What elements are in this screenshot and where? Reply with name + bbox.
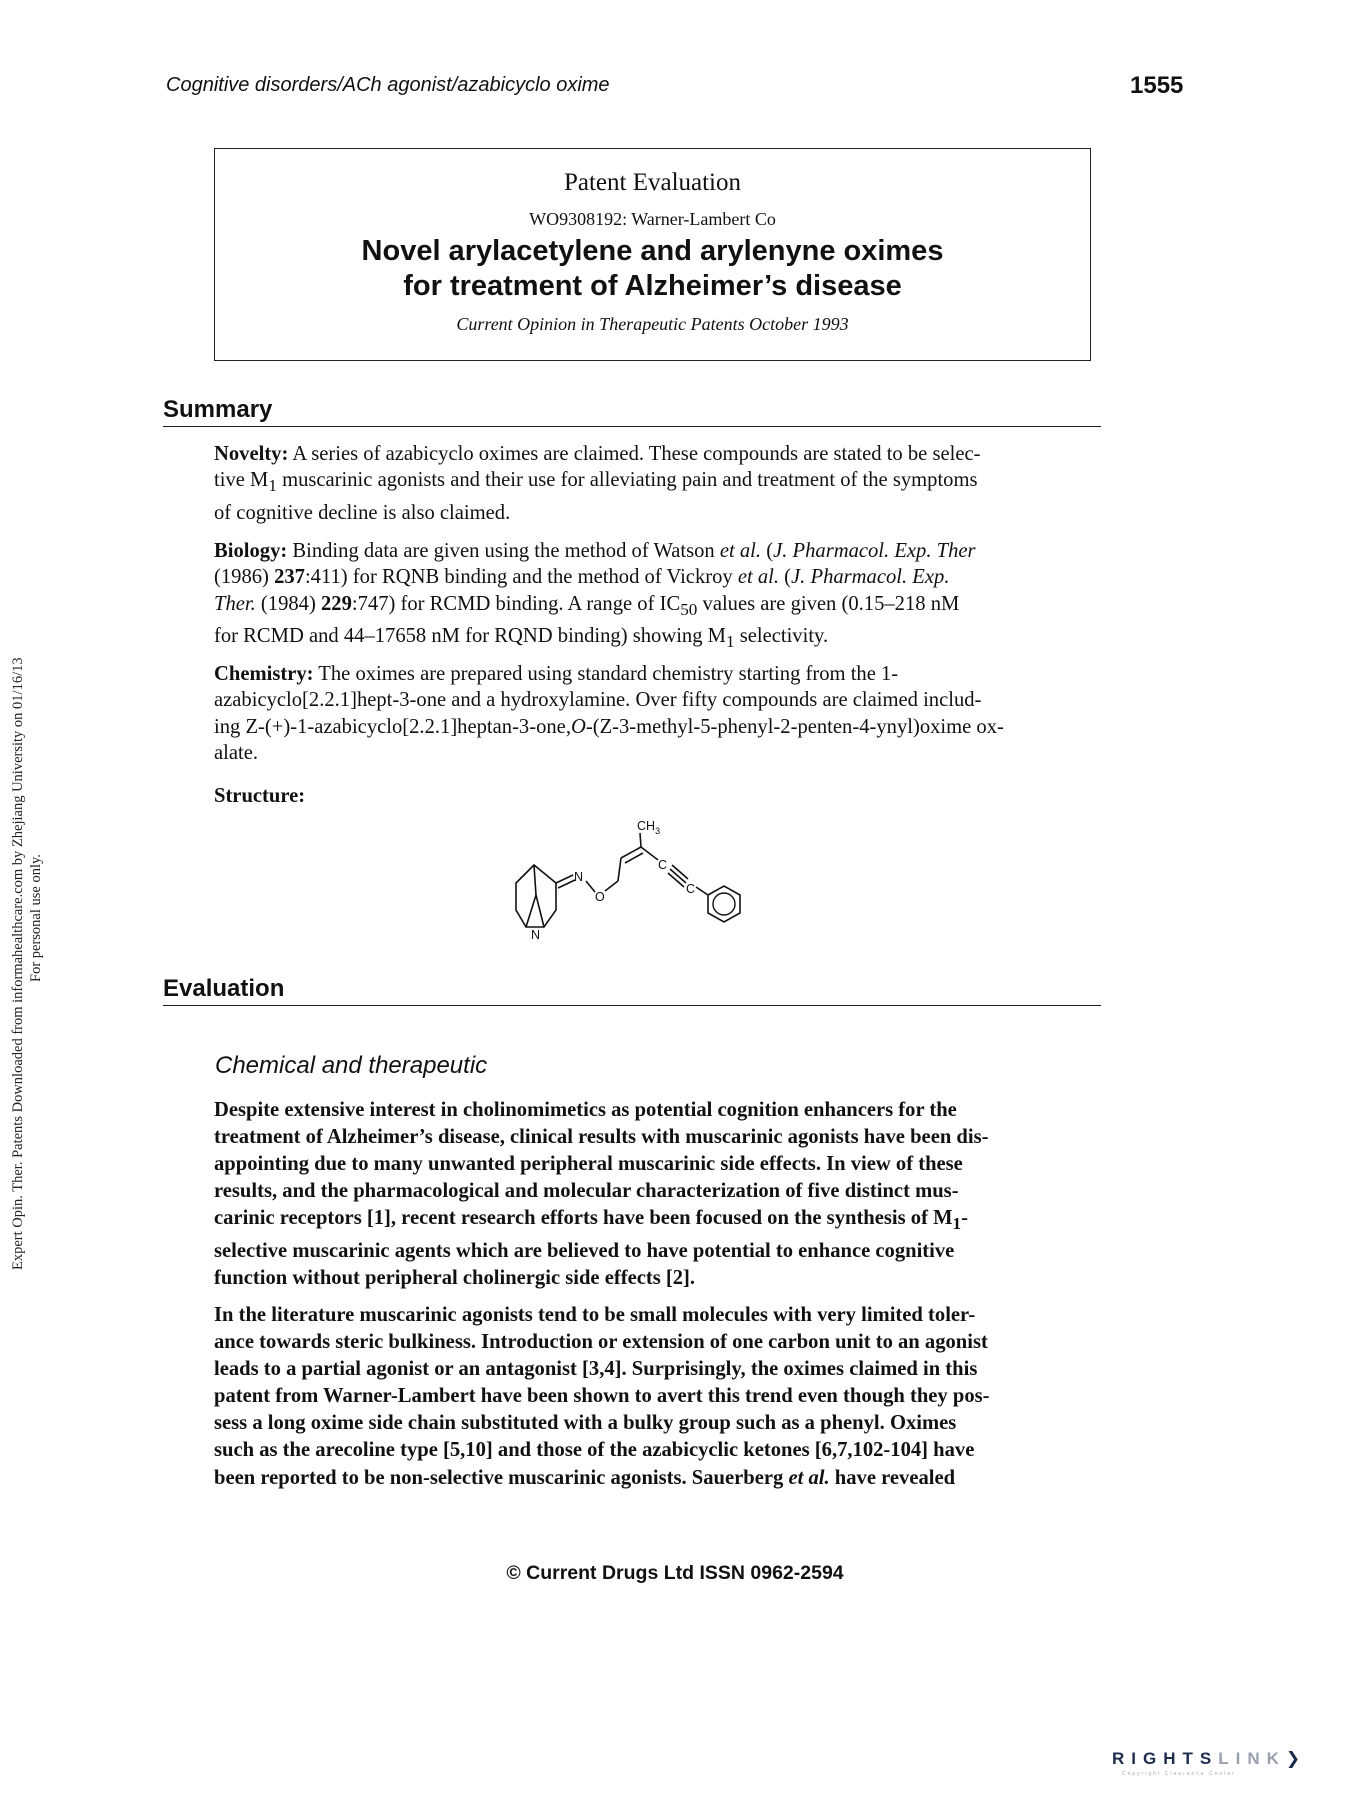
et-al: et al. bbox=[719, 540, 762, 562]
text-line: ance towards steric bulkiness. Introduction or extension of one carbon unit to an agonist bbox=[214, 1331, 988, 1354]
download-notice-line1: Expert Opin. Ther. Patents Downloaded from informahealthcare.com by Zhejiang University on 01/16/13 bbox=[10, 657, 26, 1270]
volume-number: 229 bbox=[320, 592, 352, 615]
running-title: Cognitive disorders/ACh agonist/azabicyclo oxime bbox=[166, 74, 610, 96]
rightslink-logo bbox=[1112, 1749, 1307, 1769]
article-source: Current Opinion in Therapeutic Patents October 1993 bbox=[456, 314, 849, 334]
novelty-text: tive M bbox=[214, 469, 269, 492]
biology-line bbox=[214, 591, 1087, 623]
chemical-structure-diagram bbox=[500, 815, 770, 950]
patent-evaluation-box bbox=[214, 148, 1091, 361]
text-span: carinic receptors [1], recent research efforts have been focused on the synthesis of M bbox=[214, 1207, 953, 1230]
biology-text: for RCMD and 44–17658 nM for RQND binding) showing M bbox=[214, 625, 726, 647]
download-notice-line2: For personal use only. bbox=[28, 854, 44, 982]
text-line: Despite extensive interest in cholinomimetics as potential cognition enhancers for the bbox=[214, 1099, 957, 1121]
oxime-nitrogen-label: N bbox=[574, 870, 584, 884]
chemistry-line bbox=[214, 714, 1087, 740]
biology-line bbox=[214, 564, 1087, 590]
text-line: sess a long oxime side chain substituted with a bulky group such as a phenyl. Oximes bbox=[214, 1412, 957, 1435]
novelty-label: Novelty: bbox=[214, 443, 289, 465]
journal-name: Ther. bbox=[214, 592, 256, 615]
evaluation-paragraph-2 bbox=[214, 1302, 1087, 1492]
text-line: patent from Warner-Lambert have been shown to avert this trend even though they pos- bbox=[214, 1385, 990, 1408]
page-number: 1555 bbox=[1130, 72, 1184, 99]
text-line: In the literature muscarinic agonists tend to be small molecules with very limited toler- bbox=[214, 1304, 976, 1326]
biology-text: values are given (0.15–218 nM bbox=[697, 592, 960, 615]
novelty-text: A series of azabicyclo oximes are claimed. These compounds are stated to be selec- bbox=[288, 443, 981, 465]
biology-text: (1986) bbox=[214, 566, 275, 589]
logo-text: RIGHTS bbox=[1112, 1749, 1219, 1768]
novelty-line bbox=[214, 441, 1087, 467]
box-label: Patent Evaluation bbox=[563, 169, 742, 196]
biology-text: :411) for RQNB binding and the method of Vickroy bbox=[304, 566, 738, 589]
patent-number: WO9308192: Warner-Lambert Co bbox=[529, 209, 776, 229]
chemistry-line: azabicyclo[2.2.1]hept-3-one and a hydroxylamine. Over fifty compounds are claimed includ- bbox=[214, 689, 982, 712]
structure-label: Structure: bbox=[214, 785, 306, 807]
alkyne-carbon-label: C bbox=[686, 882, 696, 896]
methyl-label: $CH_3$ bbox=[637, 819, 661, 836]
et-al: et al. bbox=[788, 1466, 830, 1489]
text-span: have revealed bbox=[829, 1466, 956, 1489]
novelty-paragraph bbox=[214, 441, 1087, 526]
oxygen-label: O bbox=[595, 890, 605, 904]
aromatic-ring-circle bbox=[713, 893, 735, 915]
subscript: 1 bbox=[725, 632, 735, 652]
summary-rule bbox=[163, 426, 1101, 427]
logo-text: LINK bbox=[1218, 1749, 1286, 1768]
novelty-line bbox=[214, 467, 1087, 499]
novelty-line: of cognitive decline is also claimed. bbox=[214, 501, 511, 524]
ring-nitrogen-label: N bbox=[531, 928, 541, 942]
journal-name: J. Pharmacol. Exp. Ther bbox=[773, 540, 976, 562]
summary-heading: Summary bbox=[163, 396, 273, 423]
chemistry-line: alate. bbox=[214, 741, 259, 764]
biology-line bbox=[214, 538, 1087, 564]
copyright-footer: © Current Drugs Ltd ISSN 0962-2594 bbox=[506, 1562, 844, 1584]
biology-text: ( bbox=[779, 566, 792, 589]
subscript: 1 bbox=[952, 1214, 962, 1234]
italic-o: O bbox=[570, 715, 586, 738]
journal-name: J. Pharmacol. Exp. bbox=[791, 566, 950, 589]
biology-text: :747) for RCMD binding. A range of IC bbox=[351, 592, 681, 615]
text-line: leads to a partial agonist or an antagonist [3,4]. Surprisingly, the oximes claimed in this bbox=[214, 1358, 978, 1381]
text-line: function without peripheral cholinergic side effects [2]. bbox=[214, 1266, 696, 1289]
subscript: 1 bbox=[268, 476, 277, 496]
text-line bbox=[214, 1205, 1087, 1237]
novelty-text: muscarinic agonists and their use for alleviating pain and treatment of the symptoms bbox=[276, 469, 978, 492]
chemistry-text: -(Z-3-methyl-5-phenyl-2-penten-4-ynyl)oxime ox- bbox=[585, 715, 1004, 738]
chemistry-line bbox=[214, 661, 1087, 687]
alkyne-carbon-label: C bbox=[658, 858, 668, 872]
download-notice bbox=[0, 540, 80, 1270]
biology-paragraph bbox=[214, 538, 1087, 655]
et-al: et al. bbox=[737, 566, 780, 589]
rightslink-tagline: Copyright Clearance Center bbox=[1122, 1771, 1236, 1777]
biology-text: (1984) bbox=[255, 592, 321, 615]
evaluation-paragraph-1 bbox=[214, 1097, 1087, 1292]
text-line: appointing due to many unwanted peripheral muscarinic side effects. In view of these bbox=[214, 1153, 963, 1176]
text-line: treatment of Alzheimer’s disease, clinical results with muscarinic agonists have been dis- bbox=[214, 1126, 989, 1149]
text-line: selective muscarinic agents which are believed to have potential to enhance cognitive bbox=[214, 1239, 955, 1262]
subsection-heading: Chemical and therapeutic bbox=[215, 1052, 488, 1079]
biology-label: Biology: bbox=[214, 540, 288, 562]
text-span: - bbox=[961, 1207, 968, 1230]
chemistry-text: ing Z-(+)-1-azabicyclo[2.2.1]heptan-3-one, bbox=[214, 715, 571, 738]
biology-text: ( bbox=[761, 540, 774, 562]
volume-number: 237 bbox=[274, 566, 305, 589]
biology-line bbox=[214, 623, 1087, 655]
biology-text: selectivity. bbox=[734, 625, 829, 647]
biology-text: Binding data are given using the method of Watson bbox=[287, 540, 720, 562]
chemistry-text: The oximes are prepared using standard chemistry starting from the 1- bbox=[313, 663, 899, 685]
subscript: 50 bbox=[680, 599, 698, 619]
text-span: been reported to be non-selective muscarinic agonists. Sauerberg bbox=[214, 1466, 789, 1489]
chemistry-label: Chemistry: bbox=[214, 663, 314, 685]
text-line: such as the arecoline type [5,10] and those of the azabicyclic ketones [6,7,102-104] have bbox=[214, 1439, 975, 1462]
structure-bonds bbox=[516, 833, 740, 927]
evaluation-heading: Evaluation bbox=[163, 975, 285, 1002]
text-line: results, and the pharmacological and molecular characterization of five distinct mus- bbox=[214, 1180, 959, 1203]
text-line bbox=[214, 1465, 1087, 1492]
chemistry-paragraph bbox=[214, 661, 1087, 766]
rightslink-chevron-icon: ❯ bbox=[1285, 1749, 1308, 1768]
evaluation-rule bbox=[163, 1005, 1101, 1006]
article-title-line1: Novel arylacetylene and arylenyne oximes bbox=[361, 235, 944, 267]
article-title-line2: for treatment of Alzheimer’s disease bbox=[403, 270, 902, 302]
